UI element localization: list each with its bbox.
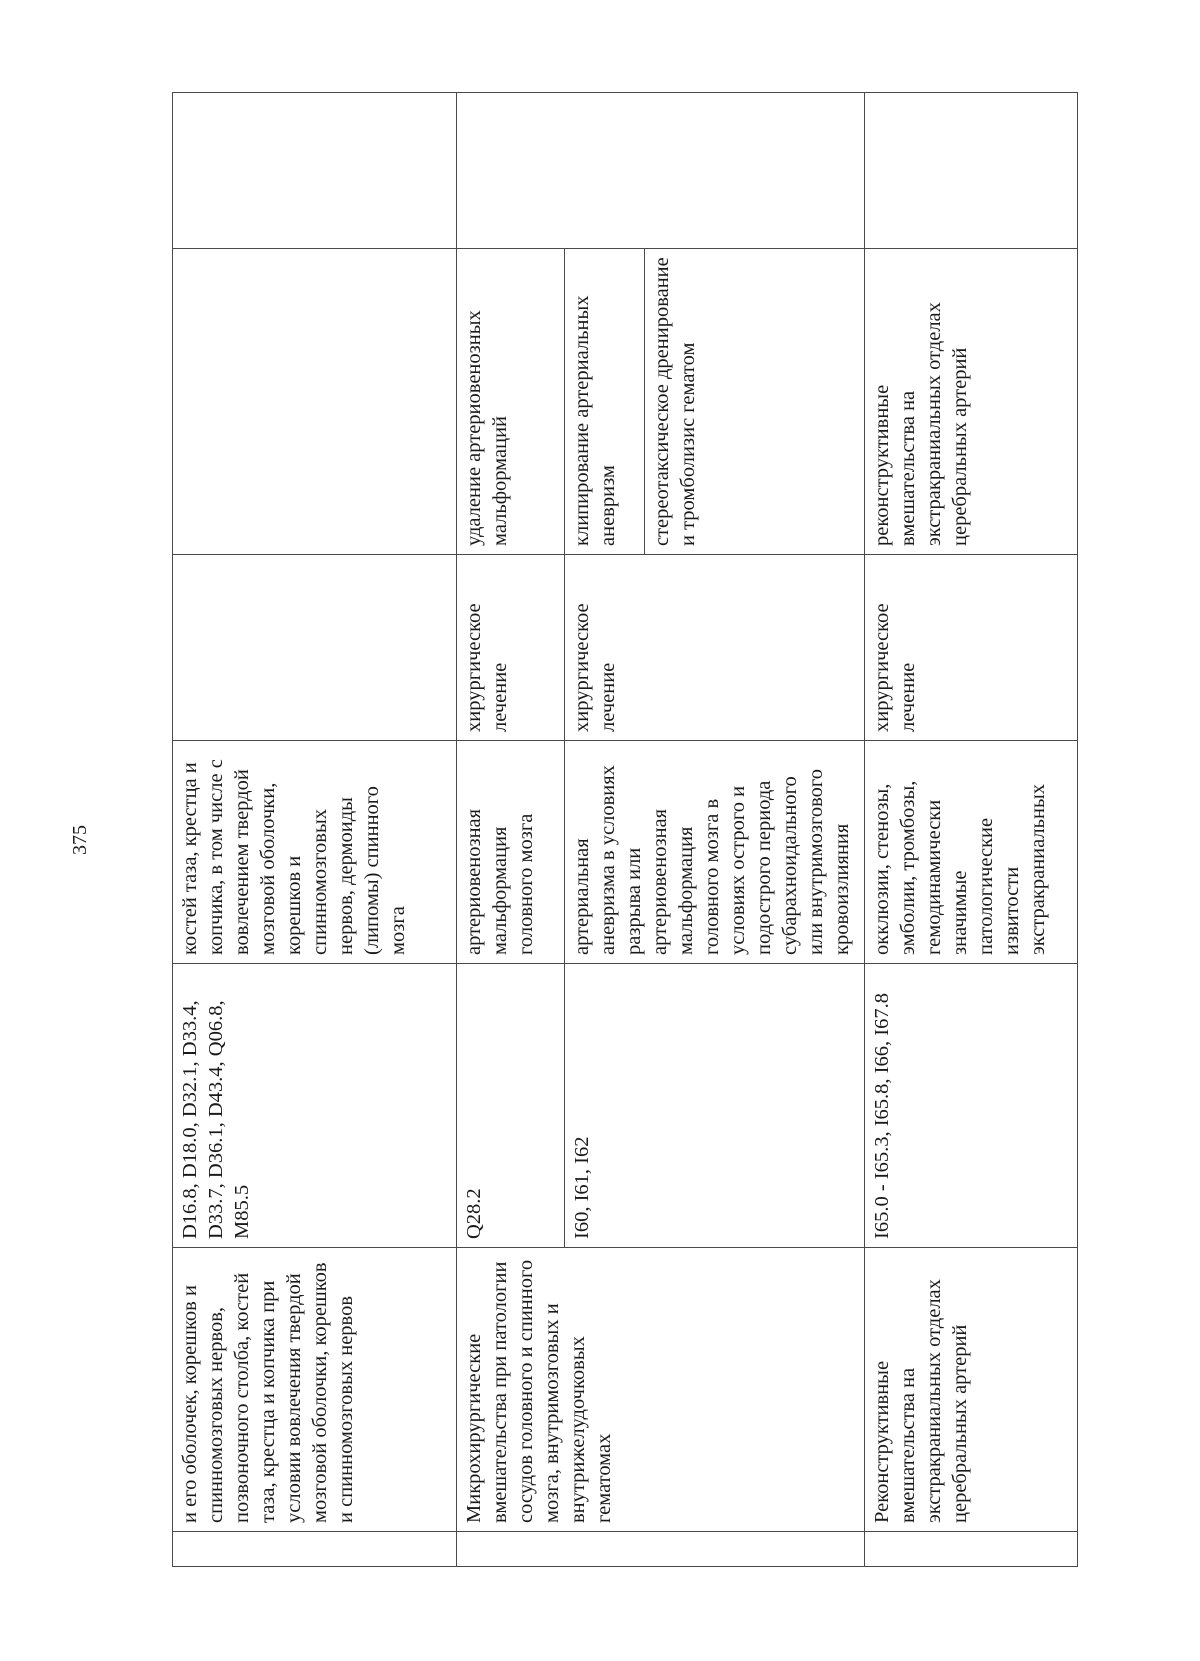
row-number-cell xyxy=(865,1532,1078,1567)
medical-care-table xyxy=(172,92,1078,1567)
treatment-type-cell: хирургическое лечение xyxy=(456,555,565,741)
cost-cell xyxy=(865,93,1078,249)
icd-codes-cell: I60, I61, I62 xyxy=(565,964,865,1248)
page-number: 375 xyxy=(69,825,91,855)
care-type-cell: и его оболочек, корешков и спинномозговых нервов, позвоночного столба, костей таза, крестца и копчика при условии вовлечения твердой мозговой оболочки, корешков и спинномозговых нервов xyxy=(173,1248,457,1532)
patient-model-cell: артериовенозная мальформация головного мозга xyxy=(456,741,565,964)
treatment-method-cell: клипирование артериальных аневризм xyxy=(565,249,645,555)
cost-cell xyxy=(456,93,865,249)
cost-cell xyxy=(173,93,457,249)
table-row xyxy=(865,93,1078,1567)
patient-model-cell: окклюзии, стенозы, эмболии, тромбозы, гемодинамически значимые патологические извитости экстракраниальных xyxy=(865,741,1078,964)
treatment-type-cell xyxy=(173,555,457,741)
icd-codes-cell: D16.8, D18.0, D32.1, D33.4, D33.7, D36.1, D43.4, Q06.8, M85.5 xyxy=(173,964,457,1248)
patient-model-cell: костей таза, крестца и копчика, в том числе с вовлечением твердой мозговой оболочки, корешков и спинномозговых нервов, дермоиды (липомы) спинного мозга xyxy=(173,741,457,964)
table-row xyxy=(173,93,457,1567)
treatment-method-cell: стереотаксическое дренирование и тромболизис гематом xyxy=(645,249,865,555)
treatment-method-cell: реконструктивные вмешательства на экстракраниальных отделах церебральных артерий xyxy=(865,249,1078,555)
icd-codes-cell: Q28.2 xyxy=(456,964,565,1248)
row-number-cell xyxy=(173,1532,457,1567)
row-number-cell xyxy=(456,1532,865,1567)
treatment-method-cell: удаление артериовенозных мальформаций xyxy=(456,249,565,555)
care-type-cell: Реконструктивные вмешательства на экстракраниальных отделах церебральных артерий xyxy=(865,1248,1078,1532)
patient-model-cell: артериальная аневризма в условиях разрыва или артериовенозная мальформация головного мозга в условиях острого и подострого периода субарахноидального или внутримозгового кровоизлияния xyxy=(565,741,865,964)
care-type-cell: Микрохирургические вмешательства при патологии сосудов головного и спинного мозга, внутримозговых и внутрижелудочковых гематомах xyxy=(456,1248,865,1532)
rotated-table-container xyxy=(172,93,1078,1567)
treatment-type-cell: хирургическое лечение xyxy=(565,555,865,741)
treatment-method-cell xyxy=(173,249,457,555)
table-row xyxy=(456,93,565,1567)
icd-codes-cell: I65.0 - I65.3, I65.8, I66, I67.8 xyxy=(865,964,1078,1248)
treatment-type-cell: хирургическое лечение xyxy=(865,555,1078,741)
